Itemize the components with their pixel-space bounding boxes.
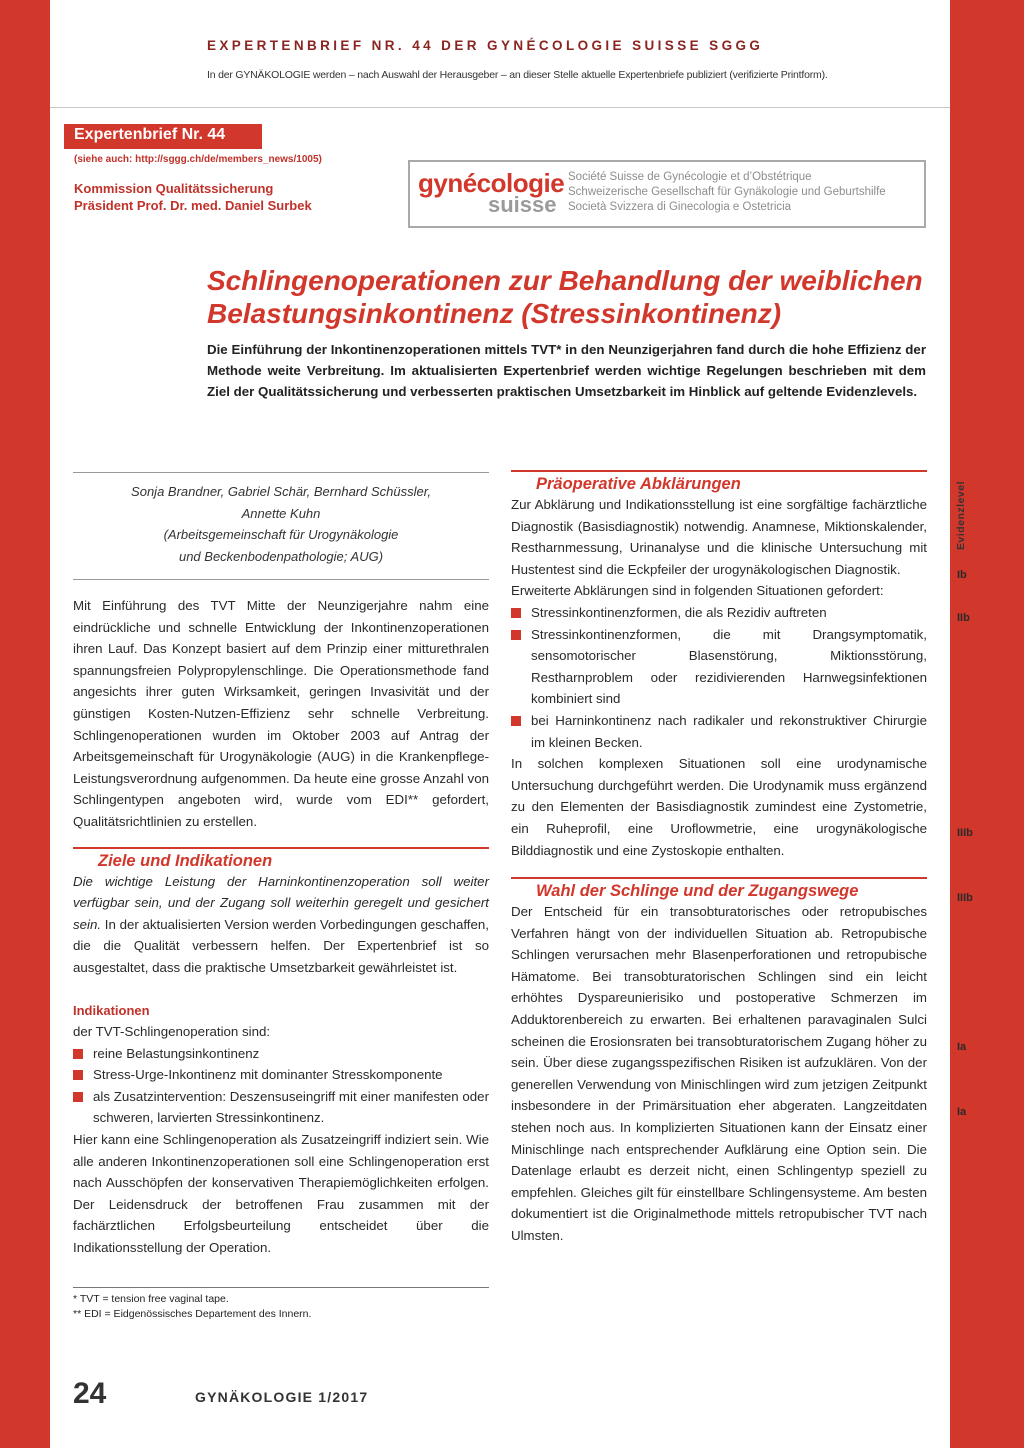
authors-line: (Arbeitsgemeinschaft für Urogynäkologie [163, 527, 399, 542]
list-item [73, 1043, 489, 1065]
footnote-tvt: * TVT = tension free vaginal tape. [73, 1292, 229, 1305]
authors-line: Sonja Brandner, Gabriel Schär, Bernhard Schüssler, [131, 484, 431, 499]
section-heading-wahl: Wahl der Schlinge und der Zugangswege [536, 882, 859, 901]
left-column [73, 472, 489, 1322]
bullet-square-icon [73, 1070, 83, 1080]
right-color-bar [950, 0, 1024, 1448]
footnote-rule [73, 1287, 489, 1288]
subheading-indikationen: Indikationen [73, 1002, 150, 1018]
expertenbrief-label: Expertenbrief Nr. 44 [64, 124, 262, 149]
list-item-text: Stressinkontinenzformen, die als Rezidiv auftreten [531, 604, 827, 620]
wahl-paragraph: Der Entscheid für ein transobturatorisches oder retropubisches Verfahren hängt von der individuellen Situation ab. Retropubische Schlingen verursachen mehr Blasenperforationen und retropubische Hämatome. Bei transobturatorischen Schlingen sind ein leicht erhöhtes Dyspareunierisiko und postoperative Schmerzen im Adduktorenbereich zu erwarten. Bei erhaltenen paravaginalen Sulci scheinen die Erosionsraten bei transobturatorischem Zugang höher zu sein. Über diese zugangsspezifischen Risiken ist aufzuklären. Von der generellen Verwendung von Minischlingen wird zum jetzigen Zeitpunkt insbesondere in der Primärsituation eher abgeraten. Langzeitdaten stehen noch aus. In komplizierten Situationen kann der Einsatz einer Minischlinge nach entsprechender Aufklärung eine Option sein. Die Datenlage erlaubt es derzeit nicht, einen Schlingentyp speziell zu empfehlen. Gleiches gilt für einstellbare Schlingensysteme. Am besten dokumentiert ist die Originalmethode mittels retropubischer TVT nach Ulmsten. [511, 904, 927, 1243]
bullet-square-icon [73, 1092, 83, 1102]
evidenz-level: IIIb [957, 827, 973, 839]
logo-line-fr: Société Suisse de Gynécologie et d’Obstétrique [568, 171, 812, 183]
article-title-line2: Belastungsinkontinenz (Stressinkontinenz) [207, 298, 782, 329]
ziele-paragraph [73, 871, 489, 979]
article-title-line1: Schlingenoperationen zur Behandlung der weiblichen [207, 265, 923, 296]
evidenz-level: IIIb [957, 892, 973, 904]
list-item-text: reine Belastungsinkontinenz [93, 1045, 260, 1061]
bullet-square-icon [73, 1049, 83, 1059]
list-item-text: bei Harninkontinenz nach radikaler und rekonstruktiver Chirurgie im kleinen Becken. [531, 712, 927, 750]
authors-line: Annette Kuhn [241, 505, 321, 521]
header-divider [50, 107, 950, 108]
praeop-list [511, 602, 927, 753]
article-lead: Die Einführung der Inkontinenzoperationen mittels TVT* in den Neunzigerjahren fand durch die hohe Effizienz der Methode weite Verbreitung. Im aktualisierten Expertenbrief werden wichtige Regelungen beschrieben mit dem Ziel der Qualitätssicherung und verbesserten praktischen Umsetzbarkeit im Hinblick auf geltende Evidenzlevels. [207, 342, 926, 399]
page-number: 24 [73, 1377, 107, 1410]
kommission-praesident: Präsident Prof. Dr. med. Daniel Surbek [74, 198, 312, 213]
list-item-text: als Zusatzintervention: Deszensuseingriff mit einer manifesten oder schweren, larvierten Stressinkontinenz. [93, 1088, 489, 1126]
evidenz-level: Ib [957, 569, 967, 581]
header-subtitle: In der GYNÄKOLOGIE werden – nach Auswahl der Herausgeber – an dieser Stelle aktuelle Expertenbriefe publiziert (verifizierte Printform). [207, 69, 828, 81]
list-item [73, 1064, 489, 1086]
list-item [73, 1086, 489, 1129]
list-item-text: Stress-Urge-Inkontinenz mit dominanter Stresskomponente [93, 1067, 443, 1083]
ziele-text: In der aktualisierten Version werden Vorbedingungen geschaffen, die die Qualität verbessern helfen. Der Expertenbrief ist so ausgestaltet, dass die praktische Umsetzbarkeit gewährleistet ist. [73, 916, 489, 975]
left-color-bar [0, 0, 50, 1448]
article-title [207, 264, 927, 330]
list-item-text: Stressinkontinenzformen, die mit Drangsymptomatik, sensomotorischer Blasenstörung, Miktionsstörung, Restharnproblem oder rezidivierenden Harnwegsinfektionen kombiniert sind [531, 626, 927, 707]
expertenbrief-link[interactable]: (siehe auch: http://sggg.ch/de/members_news/1005) [74, 154, 322, 165]
right-column [511, 470, 927, 1247]
bullet-square-icon [511, 630, 521, 640]
sggg-logo [408, 160, 926, 228]
evidenz-level: Ia [957, 1041, 967, 1053]
indikationen-list [73, 1043, 489, 1129]
indikationen-outro: Hier kann eine Schlingenoperation als Zusatzeingriff indiziert sein. Wie alle anderen Inkontinenzoperationen soll eine Schlingenoperation erst nach Ausschöpfen der konservativen Therapiemöglichkeiten erfolgen. Der Leidensdruck der betroffenen Frau zusammen mit der fachärztlichen Erfolgsbeurteilung entscheidet über die Indikationsstellung der Operation. [73, 1132, 489, 1256]
kommission-name: Kommission Qualitätssicherung [74, 181, 274, 196]
logo-line-it: Società Svizzera di Ginecologia e Ostetricia [568, 201, 792, 213]
logo-society-names [568, 170, 886, 215]
bullet-square-icon [511, 608, 521, 618]
section-heading-ziele: Ziele und Indikationen [98, 851, 273, 870]
journal-issue: GYNÄKOLOGIE 1/2017 [195, 1389, 369, 1405]
bullet-square-icon [511, 716, 521, 726]
footnote-edi: ** EDI = Eidgenössisches Departement des Innern. [73, 1307, 312, 1320]
header-title: EXPERTENBRIEF NR. 44 DER GYNÉCOLOGIE SUISSE SGGG [207, 38, 764, 53]
list-item [511, 710, 927, 753]
evidenzlevel-label: Evidenzlevel [955, 480, 967, 550]
praeop-paragraph-2: Erweiterte Abklärungen sind in folgenden Situationen gefordert: [511, 583, 884, 599]
list-item [511, 624, 927, 710]
logo-line-de: Schweizerische Gesellschaft für Gynäkologie und Geburtshilfe [568, 186, 886, 198]
evidenz-level: IIb [957, 612, 970, 624]
intro-paragraph: Mit Einführung des TVT Mitte der Neunzigerjahre nahm eine eindrückliche und schnelle Entwicklung der Inkontinenzoperationen ihren Lauf. Das Konzept basiert auf dem Prinzip einer mitturethralen spannungsfreien Polypropylenschlinge. Die Operationsmethode fand angesichts ihrer guten Wirksamkeit, geringen Invasivität und der günstigen Kosten-Nutzen-Effizienz sehr schnelle Verbreitung. Schlingenoperationen wurden im Oktober 2003 auf Antrag der Arbeitsgemeinschaft für Urogynäkologie (AUG) in die Krankenpflege-Leistungsverordnung aufgenommen. Da heute eine grosse Anzahl von Schlingentypen angeboten wird, wurde vom EDI** gefordert, Qualitätsrichtlinien zu erstellen. [73, 598, 489, 829]
authors-block [73, 473, 489, 580]
kommission-block [74, 180, 312, 214]
indikationen-intro: der TVT-Schlingenoperation sind: [73, 1024, 271, 1040]
praeop-paragraph-3: In solchen komplexen Situationen soll eine urodynamische Untersuchung durchgeführt werden. Die Urodynamik muss ergänzend zu den Elementen der Basisdiagnostik zumindest eine Zystometrie, ein Ruheprofil, eine Uroflowmetrie, eine urogynäkologische Bilddiagnostik und eine Zystoskopie enthalten. [511, 756, 927, 858]
logo-word-suisse: suisse [488, 192, 557, 217]
praeop-paragraph-1: Zur Abklärung und Indikationsstellung ist eine sorgfältige fachärztliche Diagnostik (Basisdiagnostik) notwendig. Anamnese, Miktionskalender, Restharnmessung, Urinanalyse und die klinische Untersuchung mit Hustentest sind die Eckpfeiler der urogynäkologischen Diagnostik. [511, 497, 927, 577]
authors-line: und Beckenbodenpathologie; AUG) [178, 548, 384, 564]
section-heading-praeop: Präoperative Abklärungen [536, 475, 741, 493]
ziele-italic-text: Die wichtige Leistung der Harninkontinenzoperation soll weiter verfügbar sein, und der Zugang soll weiterhin geregelt und gesichert sein. [73, 873, 489, 932]
evidenz-level: Ia [957, 1106, 967, 1118]
logo-word-gynecologie: gynécologie [418, 168, 565, 198]
list-item [511, 602, 927, 624]
